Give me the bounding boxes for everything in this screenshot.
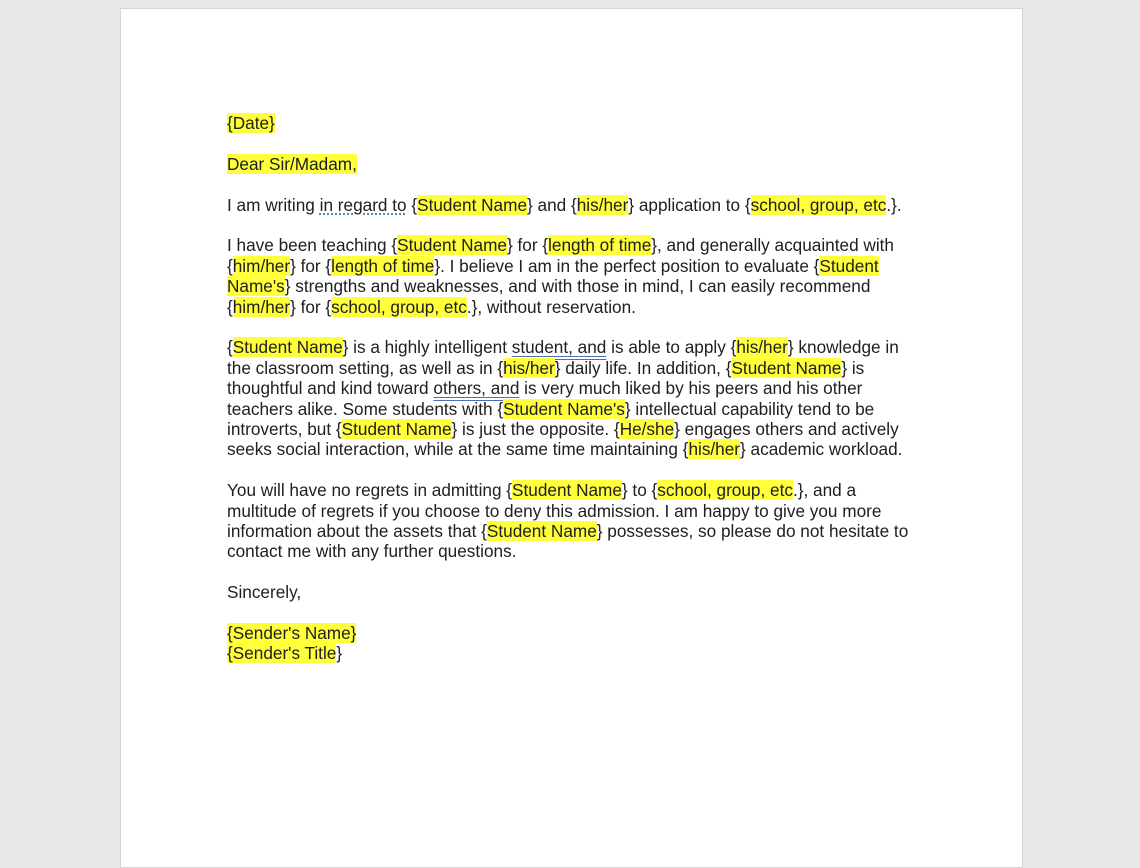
text-run: I am writing <box>227 194 320 215</box>
text-run: .}, and a multitude of regrets if you choose to deny this admission. I am happy to give you more information about the assets that { <box>227 480 882 542</box>
closing: Sincerely, <box>227 582 302 603</box>
date-placeholder: {Date} <box>227 113 275 133</box>
date-line <box>227 113 927 133</box>
text-run: is able to apply { <box>606 337 737 358</box>
placeholder-student-name: Student Name <box>512 480 622 501</box>
document-page <box>120 8 1023 868</box>
text-run: I have been teaching { <box>227 235 398 256</box>
placeholder-length-of-time: length of time <box>548 235 652 256</box>
paragraph-2 <box>227 235 927 317</box>
salutation: Dear Sir/Madam, <box>227 153 357 174</box>
text-run: } knowledge in the classroom setting, as well as in { <box>227 337 899 378</box>
placeholder-student-name: Student Name <box>731 357 842 378</box>
placeholder-student-name: Student Name <box>486 521 597 542</box>
salutation-line <box>227 154 927 174</box>
text-run: } daily life. In addition, { <box>554 357 732 378</box>
text-run: } for { <box>290 296 332 317</box>
grammar-suggestion[interactable]: others, and <box>433 378 520 399</box>
placeholder-sender-title: {Sender's Title <box>227 643 337 664</box>
placeholder-his-her: his/her <box>688 439 741 460</box>
placeholder-length-of-time: length of time <box>331 255 435 276</box>
text-run: } <box>336 643 343 664</box>
text-run: }. I believe I am in the perfect position to evaluate { <box>434 255 820 276</box>
signature-block <box>227 623 927 664</box>
placeholder-student-name: Student Name <box>417 194 527 215</box>
closing-line <box>227 582 927 602</box>
placeholder-student-names: Student Name's <box>503 398 625 419</box>
text-run: }, and generally acquainted with { <box>227 235 894 276</box>
text-run: } for { <box>506 235 549 256</box>
text-run: } is thoughtful and kind toward <box>227 357 865 399</box>
text-run: { <box>406 194 418 215</box>
placeholder-student-names: Student Name's <box>227 255 879 297</box>
grammar-suggestion[interactable]: in regard to <box>319 194 407 215</box>
grammar-suggestion[interactable]: student, and <box>511 337 607 358</box>
text-run: { <box>227 337 233 358</box>
placeholder-him-her: him/her <box>232 296 291 317</box>
text-run: } intellectual capability tend to be introverts, but { <box>227 398 875 440</box>
placeholder-sender-name: {Sender's Name} <box>227 623 357 644</box>
placeholder-his-her: his/her <box>503 357 555 378</box>
text-run: } is a highly intelligent <box>342 337 512 358</box>
paragraph-4 <box>227 480 927 562</box>
text-run: } is just the opposite. { <box>451 419 620 440</box>
text-run: } possesses, so please do not hesitate to contact me with any further questions. <box>227 521 909 562</box>
placeholder-his-her: his/her <box>576 194 629 215</box>
text-run: } for { <box>290 255 332 276</box>
text-run: } and { <box>527 194 577 215</box>
placeholder-school: school, group, etc <box>657 480 793 501</box>
text-run: } to { <box>621 480 658 501</box>
paragraph-3 <box>227 337 927 459</box>
text-run: is very much liked by his peers and his other teachers alike. Some students with { <box>227 378 863 419</box>
text-run: } engages others and actively seeks social interaction, while at the same time maintaining { <box>227 419 899 460</box>
paragraph-1 <box>227 195 927 215</box>
placeholder-his-her: his/her <box>736 337 788 358</box>
placeholder-student-name: Student Name <box>341 419 452 440</box>
placeholder-school: school, group, etc <box>750 194 887 215</box>
text-run: } application to { <box>628 194 751 215</box>
text-run: .}, without reservation. <box>466 296 636 317</box>
placeholder-student-name: Student Name <box>232 337 343 358</box>
text-run: } strengths and weaknesses, and with those in mind, I can easily recommend { <box>227 276 871 317</box>
text-run: .}. <box>886 194 902 215</box>
text-run: } academic workload. <box>740 439 903 460</box>
text-run: You will have no regrets in admitting { <box>227 480 513 501</box>
letter-body[interactable] <box>227 113 927 684</box>
placeholder-student-name: Student Name <box>397 235 507 256</box>
placeholder-him-her: him/her <box>232 255 291 276</box>
placeholder-he-she: He/she <box>619 419 675 440</box>
placeholder-school: school, group, etc <box>331 296 467 317</box>
